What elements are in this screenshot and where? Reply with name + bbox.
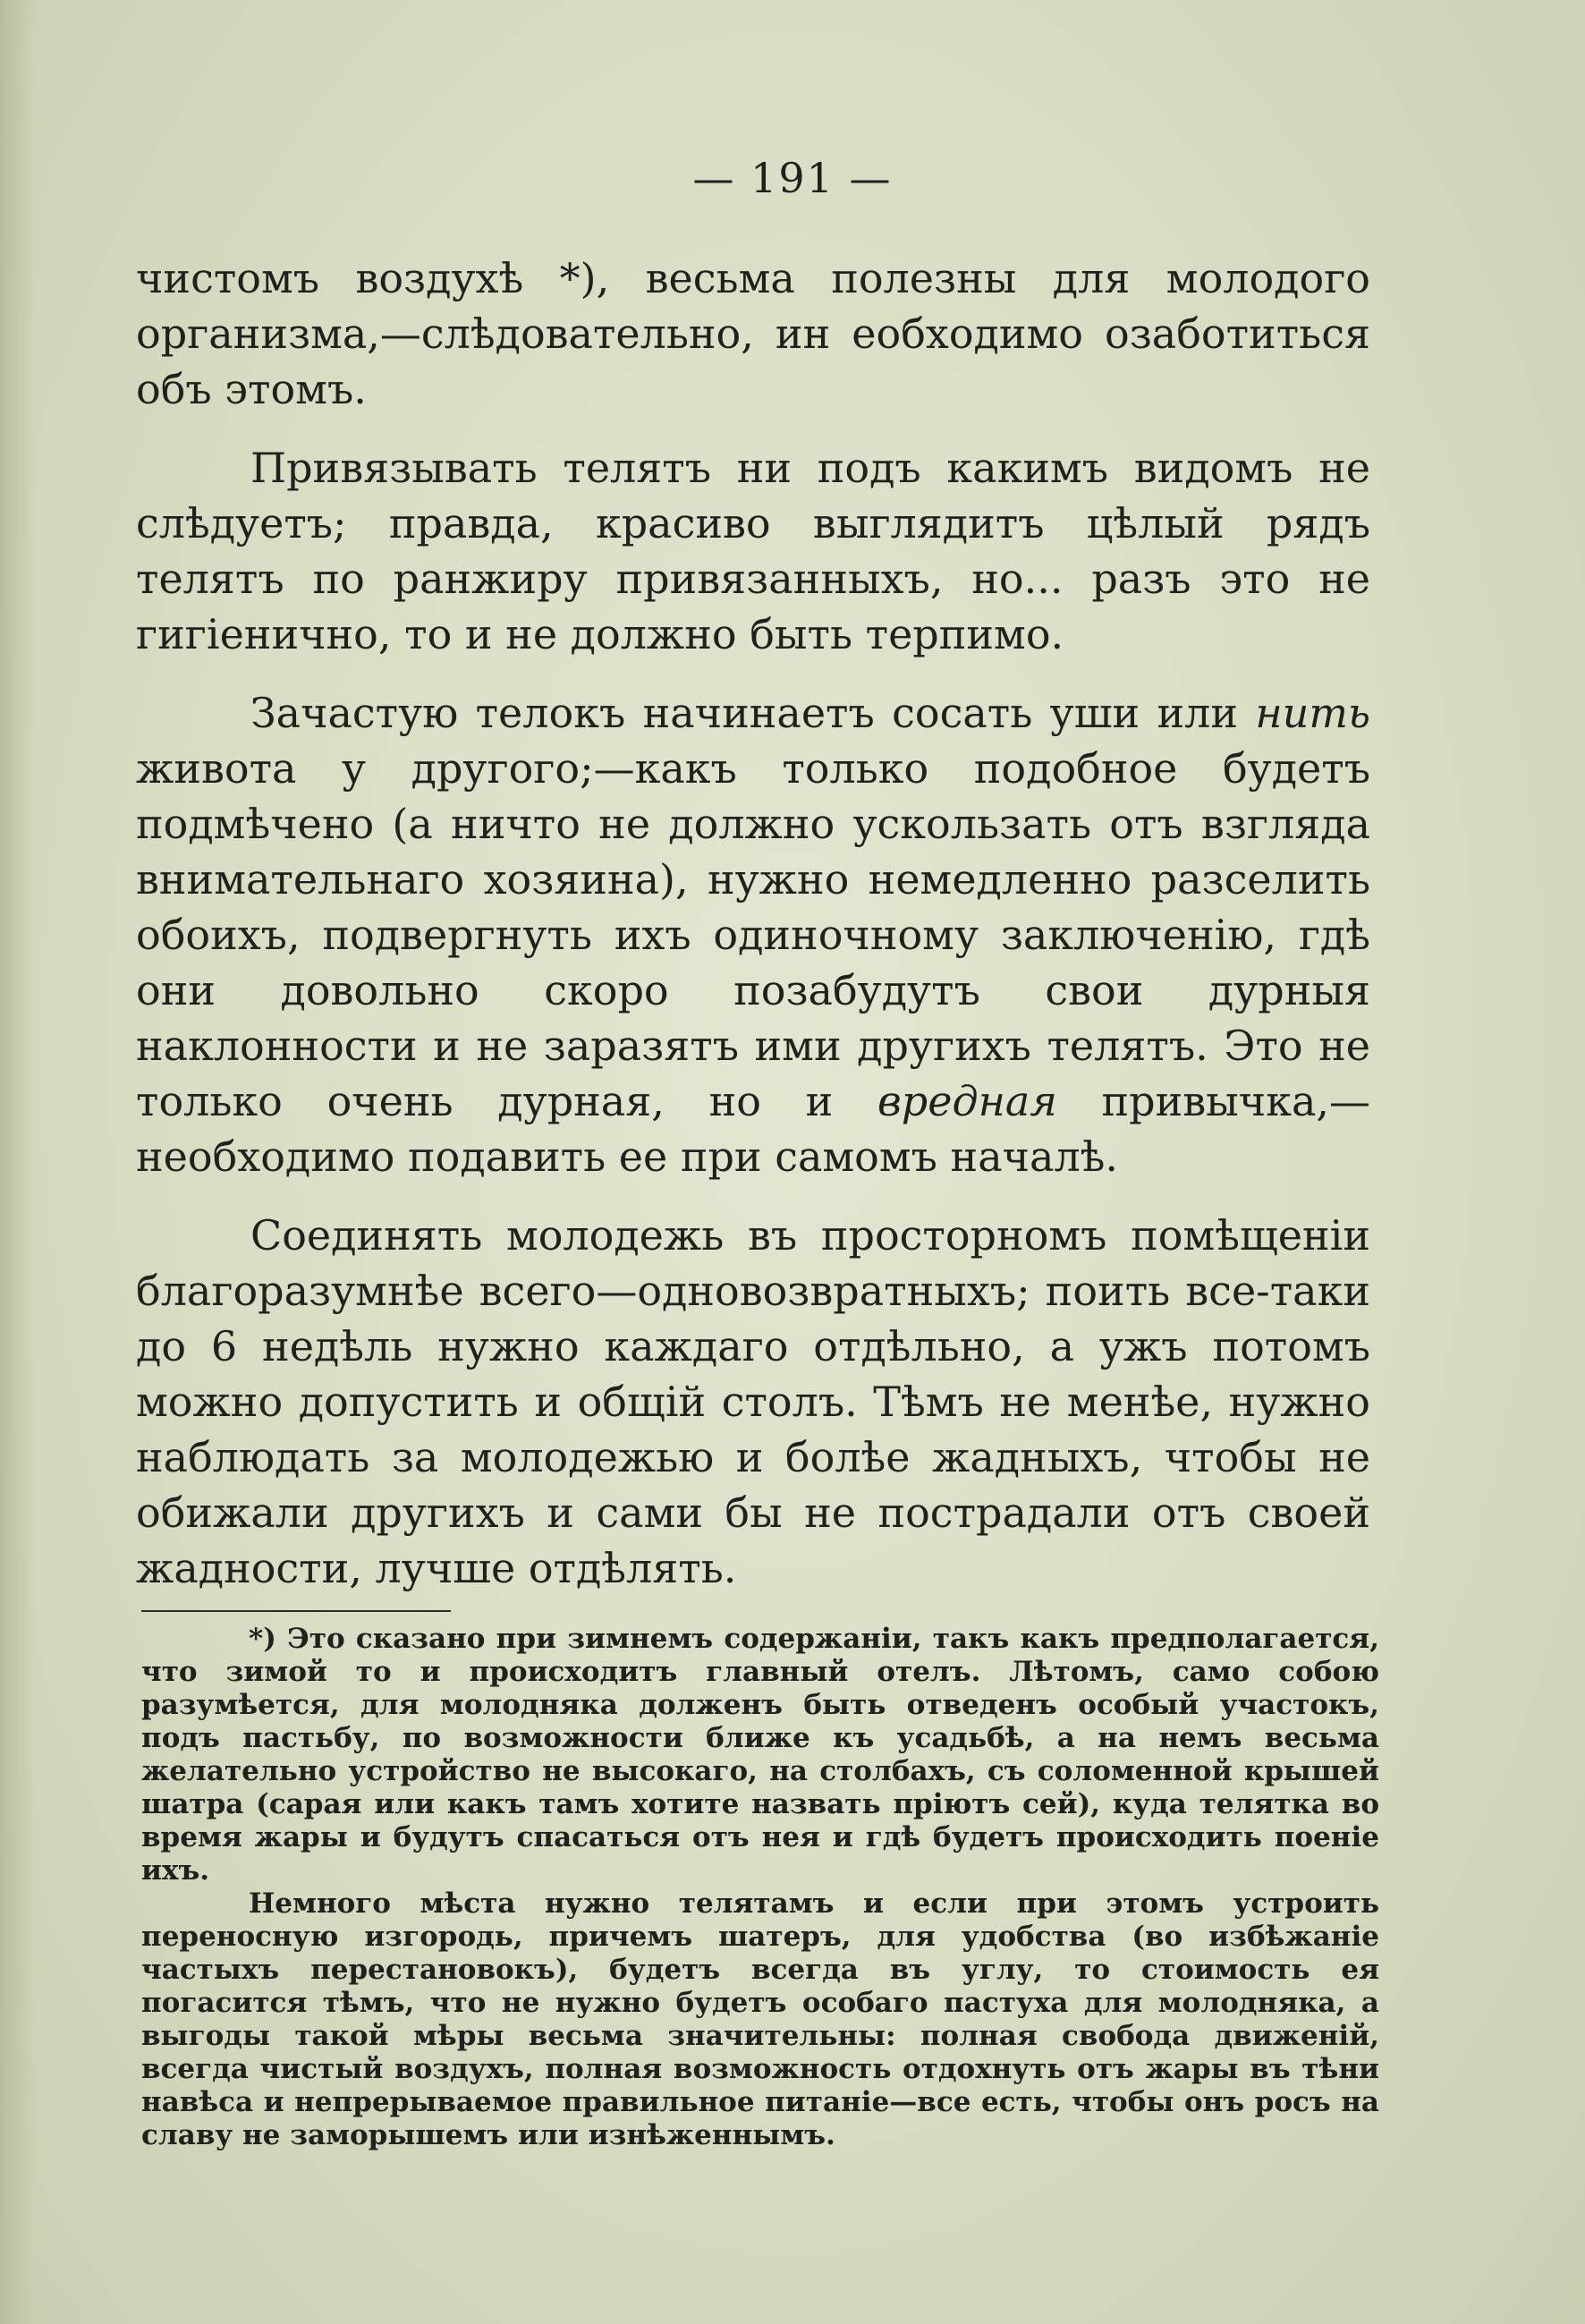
page-number: — 191 —	[692, 154, 893, 202]
footnotes	[141, 1623, 1379, 2152]
page-shadow-edge	[0, 0, 36, 2324]
paragraph-1-after: , весьма полезны для молодого организма,—слѣдовательно, ин еобходимо озаботиться объ этомъ.	[136, 254, 1370, 413]
emphasis-nit: нить	[1255, 689, 1370, 737]
footnote-mark: *)	[559, 254, 597, 302]
paragraph-1	[136, 250, 1370, 417]
paragraph-3	[136, 685, 1370, 1184]
paragraph-3-before: Зачастую телокъ начинаетъ сосать уши или	[250, 689, 1256, 737]
footnote-divider	[141, 1610, 451, 1612]
paragraph-4: Соединять молодежь въ просторномъ помѣщеніи благоразумнѣе всего—одновозвратныхъ; поить все-таки до 6 недѣль нужно каждаго отдѣльно, а ужъ потомъ можно допустить и общій столъ. Тѣмъ не менѣе, нужно наблюдать за молодежью и болѣе жадныхъ, чтобы не обижали другихъ и сами бы не пострадали отъ своей жадности, лучше отдѣлять.	[136, 1211, 1370, 1592]
footnote-2: Немного мѣста нужно телятамъ и если при этомъ устроить переносную изгородь, причемъ шатеръ, для удобства (во избѣжаніе частыхъ перестановокъ), будетъ всегда въ углу, то стоимость ея погасится тѣмъ, что не нужно будетъ особаго пастуха для молодняка, а выгоды такой мѣры весьма значительны: полная свобода движеній, всегда чистый воздухъ, полная возможность отдохнуть отъ жары въ тѣни навѣса и непрерываемое правильное питаніе—все есть, чтобы онъ росъ на славу не заморышемъ или изнѣженнымъ.	[141, 1887, 1379, 2151]
main-text	[136, 250, 1370, 1619]
paragraph-2: Привязывать телятъ ни подъ какимъ видомъ не слѣдуетъ; правда, красиво выглядитъ цѣлый рядъ телятъ по ранжиру привязанныхъ, но... разъ это не гигіенично, то и не должно быть терпимо.	[136, 444, 1370, 658]
footnote-1: *) Это сказано при зимнемъ содержаніи, такъ какъ предполагается, что зимой то и происходитъ главный отелъ. Лѣтомъ, само собою разумѣется, для молодняка долженъ быть отведенъ особый участокъ, подъ пастьбу, по возможности ближе къ усадьбѣ, а на немъ весьма желательно устройство не высокаго, на столбахъ, съ соломенной крышей шатра (сарая или какъ тамъ хотите назвать пріютъ сей), куда телятка во время жары и будутъ спасаться отъ нея и гдѣ будетъ происходить поеніе ихъ.	[141, 1623, 1379, 1887]
paragraph-3-middle: живота у другого;—какъ только подобное будетъ подмѣчено (а ничто не должно ускользать отъ взгляда внимательнаго хозяина), нужно немедленно разселить обоихъ, подвергнуть ихъ одиночному заключенію, гдѣ они довольно скоро позабудутъ свои дурныя наклонности и не заразятъ ими другихъ телятъ. Это не только очень дурная, но и	[136, 744, 1370, 1125]
paragraph-1-before: чистомъ воздухѣ	[136, 254, 560, 302]
emphasis-vrednaya: вредная	[877, 1077, 1057, 1125]
paragraph-3-after: привычка,—необходимо подавить ее при самомъ началѣ.	[136, 1077, 1370, 1181]
